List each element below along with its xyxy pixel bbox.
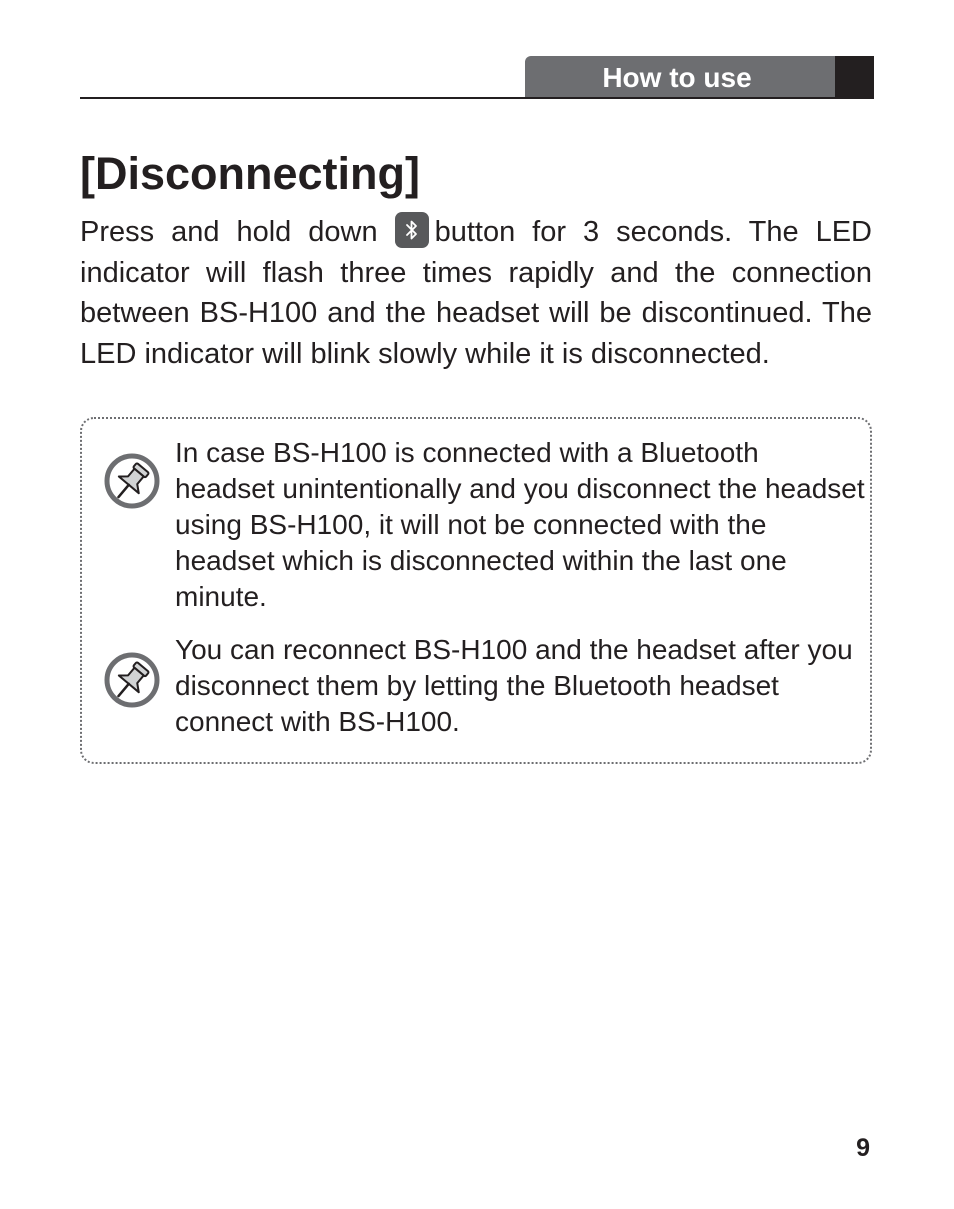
page-title: [Disconnecting]	[80, 148, 421, 199]
header-divider	[80, 97, 874, 99]
note-text: You can reconnect BS-H100 and the headset after you disconnect them by letting the Bluetooth headset connect with BS-H100.	[175, 634, 853, 737]
note-text: In case BS-H100 is connected with a Bluetooth headset unintentionally and you disconnect the headset using BS-H100, it will not be connected with the headset which is disconnected within the last one minute.	[175, 437, 865, 612]
section-tab-marker	[835, 56, 874, 98]
section-tab	[525, 56, 835, 98]
page-number: 9	[856, 1134, 870, 1162]
notes-box	[80, 417, 872, 764]
pushpin-note-icon	[104, 652, 160, 708]
instruction-paragraph	[80, 212, 872, 374]
pushpin-note-icon	[104, 453, 160, 509]
section-label: How to use	[602, 62, 752, 93]
instruction-text-start: Press and hold down	[80, 216, 395, 248]
bluetooth-icon	[395, 212, 429, 248]
instruction-text-end: button for 3 seconds. The LED indicator will flash three times rapidly and the connection between BS-H100 and the headset will be discontinued. The LED indicator will blink slowly while it is disconnected.	[80, 216, 872, 370]
